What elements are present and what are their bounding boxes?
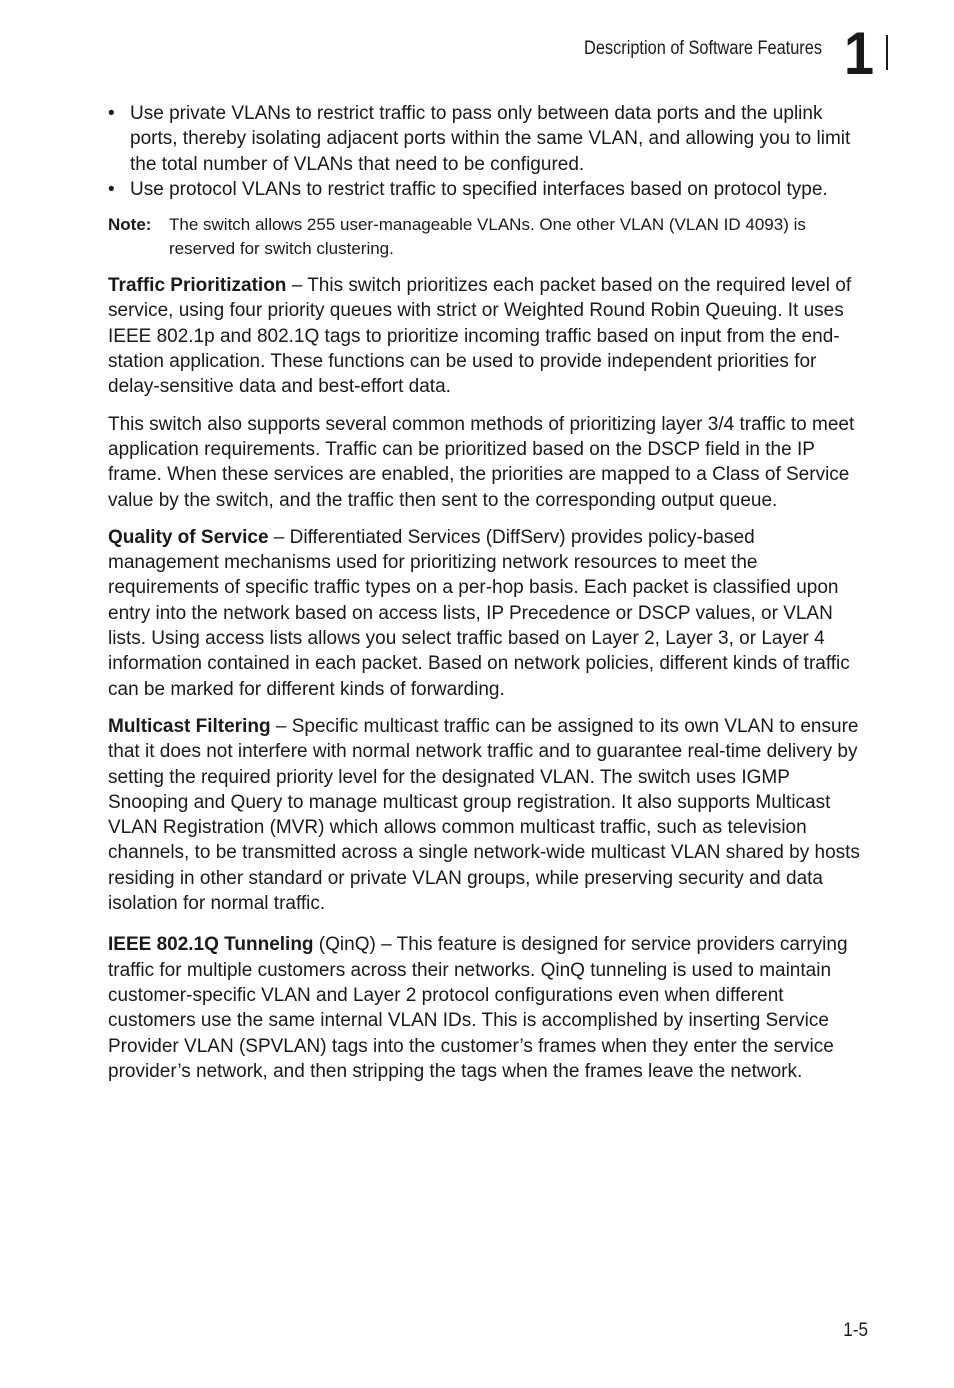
paragraph-quality-of-service xyxy=(108,525,868,702)
note-block xyxy=(108,213,868,261)
paragraph-text: This switch also supports several common methods of prioritizing layer 3/4 traffic to meet application requirements. Traffic can be prioritized based on the DSCP field in the IP frame. When these services are enabled, the priorities are mapped to a Class of Service value by the switch, and the traffic then sent to the corresponding output queue. xyxy=(108,413,855,511)
paragraph-text: – This switch prioritizes each packet based on the required level of service, using four priority queues with strict or Weighted Round Robin Queuing. It uses IEEE 802.1p and 802.1Q tags to prioritize incoming traffic based on input from the end-station application. These functions can be used to provide independent priorities for delay-sensitive data and best-effort data. xyxy=(108,275,852,398)
note-text: The switch allows 255 user-manageable VLANs. One other VLAN (VLAN ID 4093) is reserved for switch clustering. xyxy=(169,215,806,259)
paragraph-term: Multicast Filtering xyxy=(108,715,271,737)
paragraph-qinq-tunneling xyxy=(108,932,868,1084)
paragraph-text: – Specific multicast traffic can be assigned to its own VLAN to ensure that it does not interfere with normal network traffic and to guarantee real-time delivery by setting the required priority level for the designated VLAN. The switch uses IGMP Snooping and Query to manage multicast group registration. It also supports Multicast VLAN Registration (MVR) which allows common multicast traffic, such as television channels, to be transmitted across a single network-wide multicast VLAN shared by hosts residing in other standard or private VLAN groups, while preserving security and data isolation for normal traffic. xyxy=(108,715,860,915)
paragraph-text: – Differentiated Services (DiffServ) provides policy-based management mechanisms used for prioritizing network resources to meet the requirements of specific traffic types on a per-hop basis. Each packet is classified upon entry into the network based on access lists, IP Precedence or DSCP values, or VLAN lists. Using access lists allows you select traffic based on Layer 2, Layer 3, or Layer 4 information contained in each packet. Based on network policies, different kinds of traffic can be marked for different kinds of forwarding. xyxy=(108,526,850,700)
chapter-number: 1 xyxy=(844,20,875,87)
paragraph-text: (QinQ) – This feature is designed for service providers carrying traffic for multiple customers across their networks. QinQ tunneling is used to maintain customer-specific VLAN and Layer 2 protocol configurations even when different customers use the same internal VLAN IDs. This is accomplished by inserting Service Provider VLAN (SPVLAN) tags into the customer’s frames when they enter the service provider’s network, and then stripping the tags when the frames leave the network. xyxy=(108,934,848,1082)
list-item-text: Use private VLANs to restrict traffic to pass only between data ports and the uplink ports, thereby isolating adjacent ports within the same VLAN, and allowing you to limit the total number of VLANs that need to be configured. xyxy=(130,103,851,175)
paragraph-term: IEEE 802.1Q Tunneling xyxy=(108,934,314,956)
paragraph-term: Quality of Service xyxy=(108,526,269,548)
page-number: 1-5 xyxy=(843,1320,868,1341)
paragraph-term: Traffic Prioritization xyxy=(108,275,287,297)
header-title: Description of Software Features xyxy=(584,38,822,59)
paragraph-multicast-filtering xyxy=(108,714,868,916)
chapter-tab-rule xyxy=(886,35,888,70)
list-item-text: Use protocol VLANs to restrict traffic to specified interfaces based on protocol type. xyxy=(130,178,828,200)
paragraph-layer34-prioritization xyxy=(108,412,868,513)
paragraph-traffic-prioritization xyxy=(108,273,868,399)
note-label: Note: xyxy=(108,215,152,235)
bullet-icon: • xyxy=(108,103,115,124)
page-body xyxy=(108,101,868,1084)
bullet-list xyxy=(108,101,868,202)
list-item xyxy=(108,101,868,177)
list-item xyxy=(108,177,868,202)
bullet-icon: • xyxy=(108,178,115,200)
